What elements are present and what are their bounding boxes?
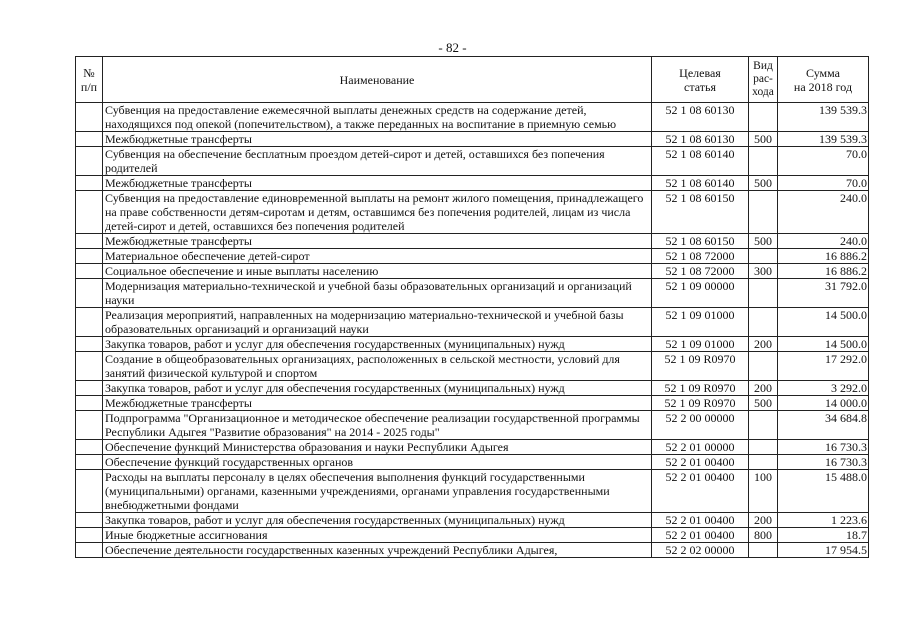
- cell-vid: [749, 352, 778, 381]
- header-num: № п/п: [76, 57, 103, 103]
- cell-vid: 500: [749, 176, 778, 191]
- cell-sum: 34 684.8: [778, 411, 869, 440]
- cell-vid: 800: [749, 528, 778, 543]
- cell-sum: 240.0: [778, 234, 869, 249]
- cell-sum: 16 730.3: [778, 455, 869, 470]
- cell-vid: [749, 455, 778, 470]
- cell-vid: [749, 191, 778, 234]
- cell-vid: 500: [749, 132, 778, 147]
- table-body: [76, 103, 869, 558]
- cell-num: [76, 411, 103, 440]
- budget-table: [75, 56, 869, 558]
- cell-code: 52 1 08 72000: [652, 249, 749, 264]
- cell-num: [76, 132, 103, 147]
- header-vid: Вид рас- хода: [749, 57, 778, 103]
- cell-name: Субвенция на обеспечение бесплатным проездом детей-сирот и детей, оставшихся без попечения родителей: [103, 147, 652, 176]
- cell-num: [76, 470, 103, 513]
- cell-name: Реализация мероприятий, направленных на модернизацию материально-технической и учебной базы образовательных организаций и организаций науки: [103, 308, 652, 337]
- cell-name: Обеспечение деятельности государственных казенных учреждений Республики Адыгея,: [103, 543, 652, 558]
- cell-name: Межбюджетные трансферты: [103, 176, 652, 191]
- table-row: [76, 176, 869, 191]
- cell-sum: 1 223.6: [778, 513, 869, 528]
- cell-sum: 139 539.3: [778, 132, 869, 147]
- table-row: [76, 279, 869, 308]
- cell-name: Закупка товаров, работ и услуг для обеспечения государственных (муниципальных) нужд: [103, 513, 652, 528]
- cell-sum: 70.0: [778, 147, 869, 176]
- cell-code: 52 2 01 00400: [652, 513, 749, 528]
- table-row: [76, 396, 869, 411]
- cell-vid: [749, 279, 778, 308]
- cell-vid: 200: [749, 337, 778, 352]
- cell-sum: 70.0: [778, 176, 869, 191]
- cell-name: Социальное обеспечение и иные выплаты населению: [103, 264, 652, 279]
- cell-sum: 31 792.0: [778, 279, 869, 308]
- cell-code: 52 1 08 60150: [652, 234, 749, 249]
- cell-num: [76, 279, 103, 308]
- cell-code: 52 1 08 60130: [652, 103, 749, 132]
- cell-name: Обеспечение функций Министерства образования и науки Республики Адыгея: [103, 440, 652, 455]
- cell-num: [76, 176, 103, 191]
- cell-vid: 200: [749, 381, 778, 396]
- table-row: [76, 411, 869, 440]
- cell-code: 52 2 01 00400: [652, 470, 749, 513]
- table-row: [76, 543, 869, 558]
- cell-code: 52 1 08 72000: [652, 264, 749, 279]
- table-header-row: [76, 57, 869, 103]
- cell-sum: 17 292.0: [778, 352, 869, 381]
- cell-sum: 17 954.5: [778, 543, 869, 558]
- cell-code: 52 2 01 00400: [652, 528, 749, 543]
- cell-vid: [749, 543, 778, 558]
- table-row: [76, 337, 869, 352]
- cell-vid: 100: [749, 470, 778, 513]
- cell-sum: 18.7: [778, 528, 869, 543]
- table-row: [76, 513, 869, 528]
- cell-name: Расходы на выплаты персоналу в целях обеспечения выполнения функций государственными (муниципальными) органами, казенными учреждениями, органами управления государственными внебюджетными фондами: [103, 470, 652, 513]
- cell-code: 52 1 09 01000: [652, 308, 749, 337]
- header-sum: Сумма на 2018 год: [778, 57, 869, 103]
- cell-code: 52 2 01 00400: [652, 455, 749, 470]
- cell-num: [76, 337, 103, 352]
- table-row: [76, 147, 869, 176]
- cell-name: Субвенция на предоставление единовременной выплаты на ремонт жилого помещения, принадлежащего на праве собственности детям-сиротам и детям, оставшимся без попечения родителей, лицам из числа детей-сирот и детей, оставшихся без попечения родителей: [103, 191, 652, 234]
- cell-sum: 3 292.0: [778, 381, 869, 396]
- cell-name: Создание в общеобразовательных организациях, расположенных в сельской местности, условий для занятий физической культурой и спортом: [103, 352, 652, 381]
- cell-name: Межбюджетные трансферты: [103, 396, 652, 411]
- cell-vid: 500: [749, 396, 778, 411]
- cell-sum: 14 000.0: [778, 396, 869, 411]
- cell-code: 52 2 01 00000: [652, 440, 749, 455]
- cell-num: [76, 381, 103, 396]
- cell-name: Обеспечение функций государственных органов: [103, 455, 652, 470]
- cell-vid: [749, 249, 778, 264]
- cell-name: Межбюджетные трансферты: [103, 132, 652, 147]
- table-row: [76, 308, 869, 337]
- cell-code: 52 1 09 R0970: [652, 396, 749, 411]
- cell-sum: 16 730.3: [778, 440, 869, 455]
- cell-name: Закупка товаров, работ и услуг для обеспечения государственных (муниципальных) нужд: [103, 337, 652, 352]
- cell-sum: 15 488.0: [778, 470, 869, 513]
- cell-code: 52 1 09 R0970: [652, 381, 749, 396]
- table-row: [76, 455, 869, 470]
- cell-num: [76, 352, 103, 381]
- cell-num: [76, 528, 103, 543]
- table-row: [76, 528, 869, 543]
- cell-code: 52 1 08 60130: [652, 132, 749, 147]
- table-row: [76, 132, 869, 147]
- cell-num: [76, 191, 103, 234]
- table-row: [76, 440, 869, 455]
- cell-code: 52 1 09 01000: [652, 337, 749, 352]
- cell-num: [76, 249, 103, 264]
- cell-sum: 14 500.0: [778, 337, 869, 352]
- table-row: [76, 381, 869, 396]
- cell-vid: 500: [749, 234, 778, 249]
- cell-name: Иные бюджетные ассигнования: [103, 528, 652, 543]
- table-row: [76, 103, 869, 132]
- table-row: [76, 234, 869, 249]
- cell-sum: 240.0: [778, 191, 869, 234]
- table-row: [76, 249, 869, 264]
- cell-name: Материальное обеспечение детей-сирот: [103, 249, 652, 264]
- cell-name: Межбюджетные трансферты: [103, 234, 652, 249]
- cell-name: Закупка товаров, работ и услуг для обеспечения государственных (муниципальных) нужд: [103, 381, 652, 396]
- table-row: [76, 470, 869, 513]
- cell-num: [76, 543, 103, 558]
- table-row: [76, 191, 869, 234]
- cell-num: [76, 234, 103, 249]
- cell-sum: 16 886.2: [778, 264, 869, 279]
- cell-code: 52 1 08 60150: [652, 191, 749, 234]
- cell-name: Модернизация материально-технической и учебной базы образовательных организаций и организаций науки: [103, 279, 652, 308]
- cell-num: [76, 440, 103, 455]
- header-code: Целевая статья: [652, 57, 749, 103]
- cell-vid: 300: [749, 264, 778, 279]
- cell-num: [76, 103, 103, 132]
- cell-code: 52 1 09 00000: [652, 279, 749, 308]
- cell-num: [76, 396, 103, 411]
- cell-code: 52 1 09 R0970: [652, 352, 749, 381]
- cell-vid: 200: [749, 513, 778, 528]
- cell-code: 52 1 08 60140: [652, 176, 749, 191]
- header-name: Наименование: [103, 57, 652, 103]
- cell-name: Субвенция на предоставление ежемесячной выплаты денежных средств на содержание детей, находящихся под опекой (попечительством), а также переданных на воспитание в приемную семью: [103, 103, 652, 132]
- table-row: [76, 264, 869, 279]
- cell-num: [76, 455, 103, 470]
- cell-num: [76, 147, 103, 176]
- cell-sum: 14 500.0: [778, 308, 869, 337]
- cell-sum: 139 539.3: [778, 103, 869, 132]
- cell-code: 52 1 08 60140: [652, 147, 749, 176]
- page-number: - 82 -: [438, 40, 467, 55]
- cell-name: Подпрограмма "Организационное и методическое обеспечение реализации государственной программы Республики Адыгея "Развитие образования" на 2014 - 2025 годы": [103, 411, 652, 440]
- cell-vid: [749, 147, 778, 176]
- cell-sum: 16 886.2: [778, 249, 869, 264]
- cell-num: [76, 513, 103, 528]
- cell-vid: [749, 103, 778, 132]
- cell-num: [76, 264, 103, 279]
- cell-vid: [749, 308, 778, 337]
- cell-vid: [749, 411, 778, 440]
- cell-num: [76, 308, 103, 337]
- cell-code: 52 2 02 00000: [652, 543, 749, 558]
- cell-vid: [749, 440, 778, 455]
- cell-code: 52 2 00 00000: [652, 411, 749, 440]
- table-row: [76, 352, 869, 381]
